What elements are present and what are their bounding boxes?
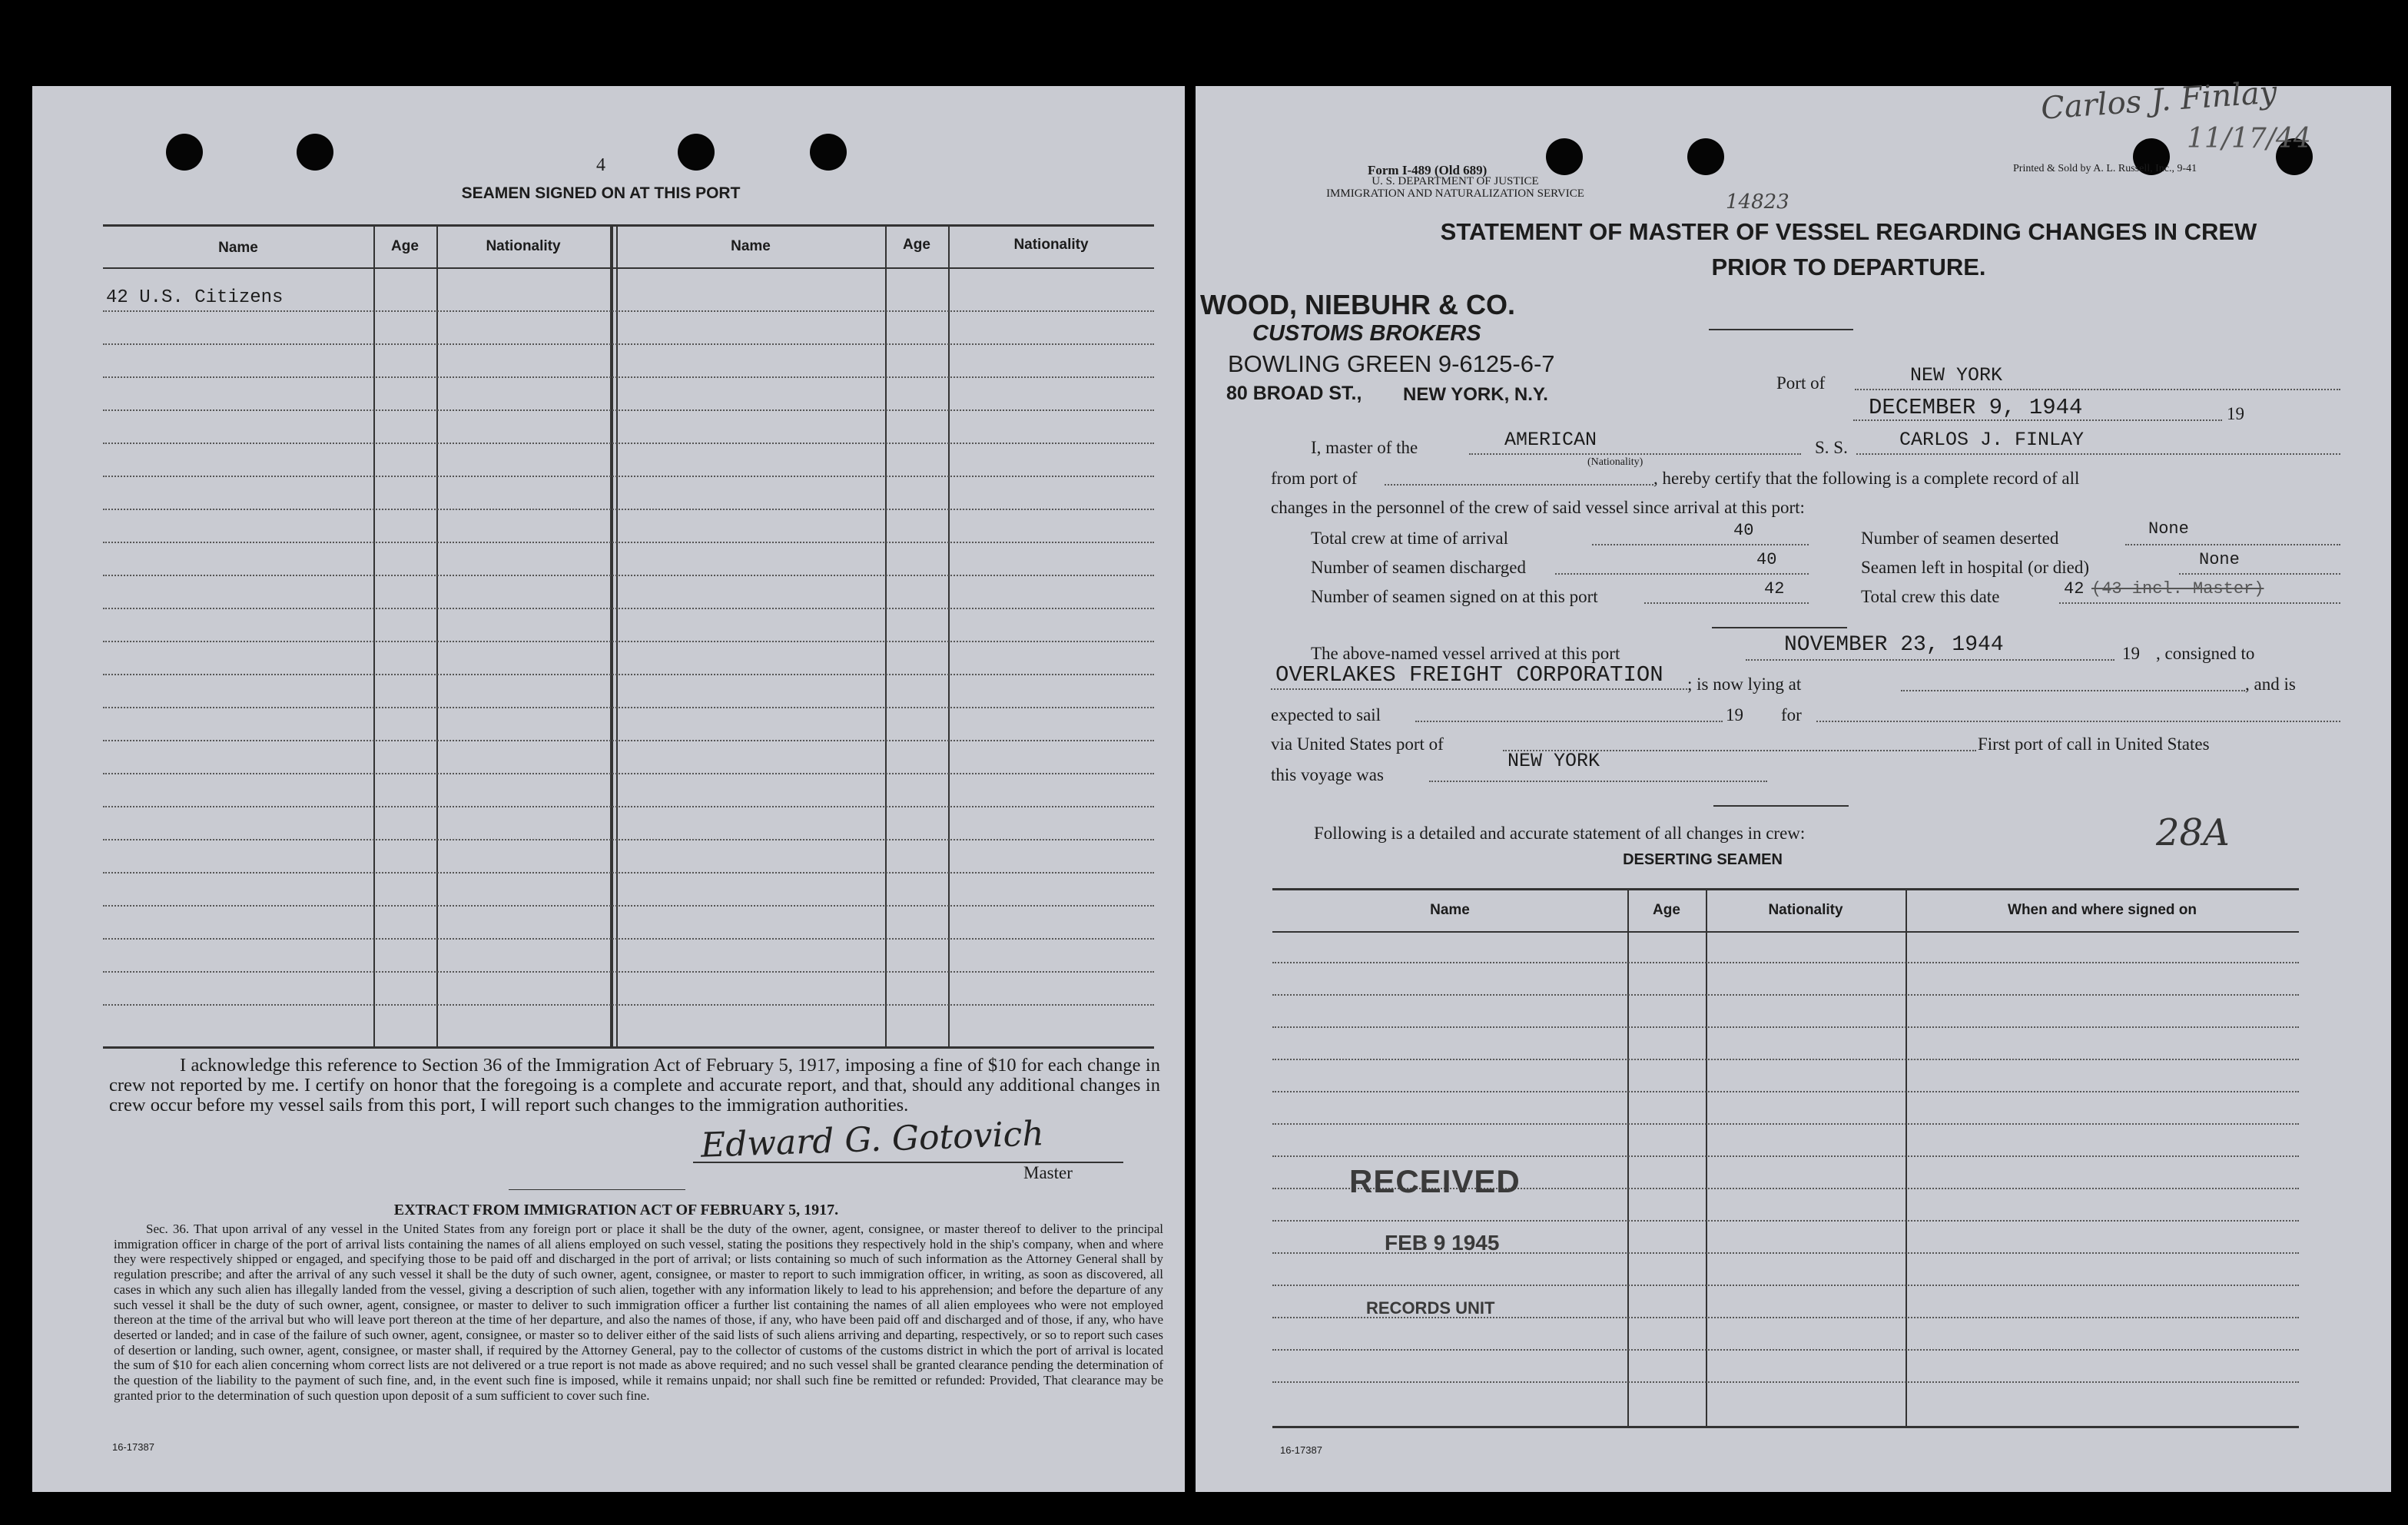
- seamen-signed-on-label: Number of seamen signed on at this port: [1311, 587, 1598, 606]
- acknowledgment-text: I acknowledge this reference to Section 36 of the Immigration Act of February 5, 1917, imposing a fine of $10 for each change in crew not reported by me. I certify on honor that the foregoing is a complete and accurate report, and that, should any additional changes in crew occur before my vessel sails from this port, I will report such changes to the immigration authorities.: [109, 1055, 1160, 1116]
- broker-city: NEW YORK, N.Y.: [1403, 384, 1548, 405]
- port-label: Port of: [1776, 373, 1826, 393]
- extract-text: Sec. 36. That upon arrival of any vessel in the United States from any foreign port or place it shall be the duty of the owner, agent, consignee, or master thereof to deliver to the principal immigration officer in charge of the port of arrival lists containing the names of all aliens employed on such vessel, stating the positions they respectively hold in the ship's company, when and where they were respectively shipped or engaged, and specifying those to be paid off and discharged in the port of arrival; or lists containing so much of such information as the Attorney General shall by regulation prescribe; and after the arrival of any such vessel it shall be the duty of such owner, agent, consignee, or master to report to such immigration officer, in writing, as soon as discovered, all cases in which any such alien has illegally landed from the vessel, giving a description of such alien, together with any information likely to lead to his apprehension; and before the departure of any such vessel it shall be the duty of such owner, agent, consignee, or master to deliver to such immigration officer a further list containing the names of all alien employees who were not employed thereon at the time of the arrival but who will leave port thereon at the time of her departure, and also the names of those, if any, who have been paid off and discharged and of those, if any, who have deserted or landed; and in case of the failure of such owner, agent, consignee, or master so to deliver either of the said lists of such aliens arriving and departing, respectively, or so to report such cases of desertion or landing, such owner, agent, consignee, or master shall, if required by the Attorney General, pay to the collector of customs of the customs district in which the port of arrival is located the sum of $10 for each alien concerning whom correct lists are not delivered or a true report is not made as above required; and no such vessel shall be granted clearance pending the determination of the question of the liability to the payment of such fine, and, in the event such fine is imposed, while it remains unpaid; nor shall such fine be remitted or refunded: Provided, That clearance may be granted prior to the determination of such question upon deposit of a sum sufficient to cover such fine.: [114, 1222, 1163, 1403]
- page-number: 4: [596, 155, 605, 175]
- handwritten-vessel-name: Carlos J. Finlay: [2039, 75, 2278, 127]
- port-value: NEW YORK: [1910, 364, 2003, 386]
- left-page: [32, 86, 1185, 1492]
- punch-hole: [1546, 138, 1583, 175]
- seamen-discharged-value: 40: [1756, 550, 1777, 569]
- form-subtitle: PRIOR TO DEPARTURE.: [1711, 254, 1986, 280]
- nationality-caption: (Nationality): [1587, 456, 1643, 468]
- deserting-heading: DESERTING SEAMEN: [1623, 851, 1783, 868]
- col-when-where: When and where signed on: [2008, 902, 2197, 918]
- year-prefix: 19: [2122, 644, 2140, 663]
- master-label: Master: [1023, 1163, 1073, 1182]
- punch-hole: [678, 134, 715, 171]
- department: U. S. DEPARTMENT OF JUSTICE: [1371, 175, 1539, 187]
- seamen-hospital-value: None: [2199, 550, 2240, 569]
- total-crew-struck-note: (43 incl. Master): [2091, 579, 2264, 598]
- col-age: Age: [1653, 902, 1680, 918]
- for-label: for: [1781, 705, 1802, 724]
- col-name: Name: [218, 240, 258, 256]
- certify-text: , hereby certify that the following is a complete record of all: [1653, 469, 2080, 488]
- year-prefix: 19: [1726, 705, 1743, 724]
- received-date: FEB 9 1945: [1385, 1231, 1500, 1255]
- col-name: Name: [1430, 902, 1470, 918]
- col-nationality: Nationality: [486, 238, 561, 254]
- punch-hole: [1687, 138, 1724, 175]
- master-signature: Edward G. Gotovich: [700, 1114, 1045, 1165]
- expected-sail-label: expected to sail: [1271, 705, 1381, 724]
- punch-hole: [810, 134, 847, 171]
- and-is-label: , and is: [2245, 675, 2296, 694]
- printer-note: Printed & Sold by A. L. Russell, Inc., 9-41: [2013, 163, 2197, 174]
- arrived-label: The above-named vessel arrived at this port: [1311, 644, 1620, 663]
- seamen-signed-on-value: 42: [1764, 579, 1785, 598]
- total-crew-arrival-label: Total crew at time of arrival: [1311, 529, 1509, 548]
- col-age: Age: [903, 237, 930, 253]
- page-mark: 28A: [2156, 811, 2230, 854]
- voyage-label: this voyage was: [1271, 765, 1384, 784]
- broker-address: 80 BROAD ST.,: [1226, 383, 1362, 404]
- col-nationality: Nationality: [1013, 237, 1089, 253]
- nationality-value: AMERICAN: [1504, 429, 1597, 451]
- punch-hole: [297, 134, 333, 171]
- col-age: Age: [391, 238, 419, 254]
- form-code: 16-17387: [1280, 1444, 1322, 1456]
- col-nationality: Nationality: [1768, 902, 1843, 918]
- extract-title: EXTRACT FROM IMMIGRATION ACT OF FEBRUARY 5, 1917.: [393, 1202, 839, 1218]
- seamen-deserted-label: Number of seamen deserted: [1861, 529, 2059, 548]
- year-prefix: 19: [2227, 404, 2244, 423]
- via-port-label: via United States port of: [1271, 734, 1444, 754]
- master-of-label: I, master of the: [1311, 438, 1418, 457]
- form-title: STATEMENT OF MASTER OF VESSEL REGARDING CHANGES IN CREW: [1440, 218, 2257, 245]
- total-crew-date-label: Total crew this date: [1861, 587, 2000, 606]
- ss-label: S. S.: [1815, 438, 1848, 457]
- consignee-value: OVERLAKES FREIGHT CORPORATION: [1275, 662, 1663, 688]
- seamen-deserted-value: None: [2148, 519, 2189, 539]
- date-value: DECEMBER 9, 1944: [1869, 395, 2083, 420]
- seamen-discharged-label: Number of seamen discharged: [1311, 558, 1526, 577]
- form-code: 16-17387: [112, 1441, 154, 1453]
- file-number: 14823: [1726, 191, 1789, 214]
- following-text: Following is a detailed and accurate statement of all changes in crew:: [1314, 824, 1806, 843]
- us-port-value: NEW YORK: [1507, 750, 1600, 772]
- punch-hole: [166, 134, 203, 171]
- lying-at-label: ; is now lying at: [1687, 675, 1802, 694]
- handwritten-date: 11/17/44: [2187, 123, 2311, 154]
- consigned-label: , consigned to: [2156, 644, 2255, 663]
- col-name: Name: [731, 238, 771, 254]
- seamen-hospital-label: Seamen left in hospital (or died): [1861, 558, 2090, 577]
- broker-title: CUSTOMS BROKERS: [1252, 321, 1481, 346]
- total-crew-date-value: 42: [2064, 579, 2085, 598]
- broker-name: WOOD, NIEBUHR & CO.: [1200, 289, 1515, 320]
- changes-text: changes in the personnel of the crew of said vessel since arrival at this port:: [1271, 498, 1805, 517]
- from-port-label: from port of: [1271, 469, 1358, 488]
- records-unit: RECORDS UNIT: [1366, 1298, 1495, 1318]
- signed-on-heading: SEAMEN SIGNED ON AT THIS PORT: [461, 184, 741, 202]
- form-number: Form I-489 (Old 689): [1368, 163, 1488, 177]
- received-label: RECEIVED: [1349, 1163, 1521, 1199]
- broker-phone: BOWLING GREEN 9-6125-6-7: [1228, 350, 1555, 377]
- arrival-date-value: NOVEMBER 23, 1944: [1784, 633, 2004, 657]
- first-call-label: First port of call in United States: [1978, 734, 2210, 754]
- total-crew-arrival-value: 40: [1733, 521, 1754, 540]
- first-entry: 42 U.S. Citizens: [106, 287, 284, 308]
- vessel-value: CARLOS J. FINLAY: [1899, 429, 2085, 451]
- right-page: [1196, 75, 2391, 1492]
- service: IMMIGRATION AND NATURALIZATION SERVICE: [1326, 187, 1584, 200]
